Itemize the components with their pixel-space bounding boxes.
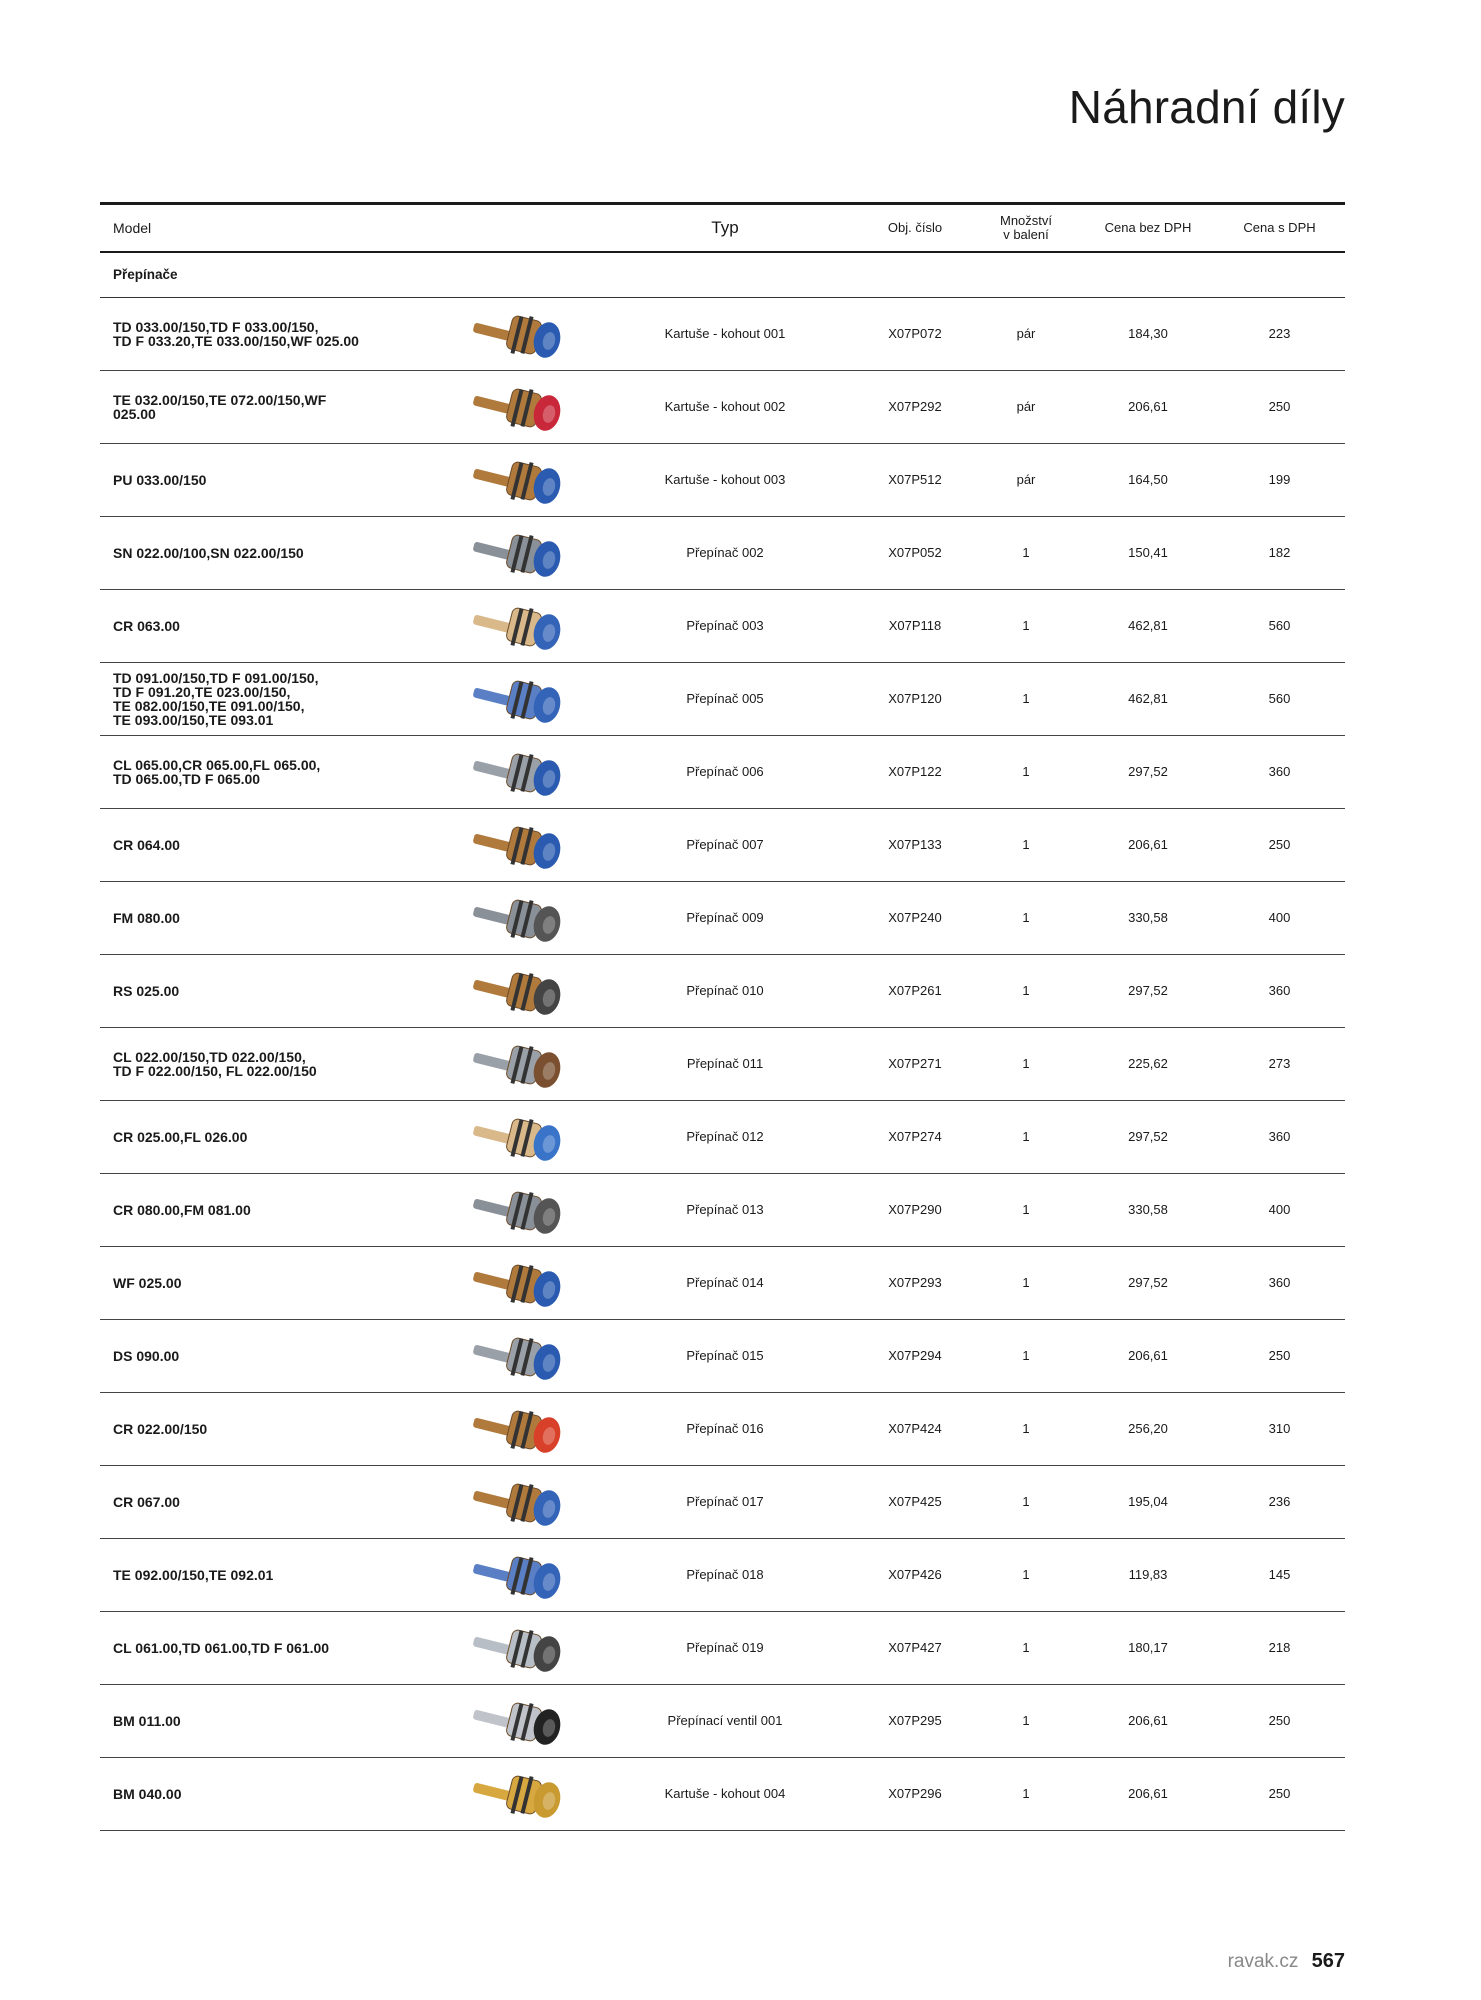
model-line: BM 040.00 [113, 1785, 182, 1802]
header-qty-line1: Množství [999, 212, 1052, 228]
cell-price-ex: 206,61 [1082, 1319, 1214, 1392]
cell-image [450, 516, 590, 589]
page-title: Náhradní díly [1068, 81, 1345, 133]
cell-model [100, 1246, 450, 1319]
table-row [100, 516, 1345, 589]
cartridge-red-icon [465, 377, 575, 437]
model-line: 025.00 [113, 405, 156, 422]
model-line: TD F 022.00/150, FL 022.00/150 [113, 1062, 317, 1079]
cell-type: Přepínač 018 [590, 1538, 860, 1611]
header-model: Model [100, 204, 450, 252]
table-header-row [100, 204, 1345, 252]
header-price-ex: Cena bez DPH [1082, 204, 1214, 252]
diverter-steel-icon [465, 1618, 575, 1678]
table-row [100, 1465, 1345, 1538]
cell-order-no: X07P133 [860, 808, 970, 881]
cell-qty: 1 [970, 1465, 1082, 1538]
cell-price-ex: 206,61 [1082, 370, 1214, 443]
cell-type: Přepínač 006 [590, 735, 860, 808]
cell-price-inc: 218 [1214, 1611, 1345, 1684]
cell-price-ex: 297,52 [1082, 1246, 1214, 1319]
diverter-blue-icon [465, 596, 575, 656]
cell-qty: 1 [970, 1757, 1082, 1830]
cell-qty: pár [970, 443, 1082, 516]
diverter-steel-icon [465, 523, 575, 583]
header-price-inc: Cena s DPH [1214, 204, 1345, 252]
cell-order-no: X07P118 [860, 589, 970, 662]
table-row [100, 589, 1345, 662]
parts-table [100, 202, 1345, 1831]
cell-qty: 1 [970, 1100, 1082, 1173]
cell-price-inc: 250 [1214, 370, 1345, 443]
cell-image [450, 808, 590, 881]
cell-price-inc: 250 [1214, 808, 1345, 881]
cell-order-no: X07P427 [860, 1611, 970, 1684]
cell-price-ex: 462,81 [1082, 662, 1214, 735]
cell-model [100, 1392, 450, 1465]
cell-type: Přepínač 015 [590, 1319, 860, 1392]
cell-image [450, 881, 590, 954]
cartridge-blue-icon [465, 304, 575, 364]
cell-image [450, 297, 590, 370]
model-line: TD F 091.20,TE 023.00/150, [113, 683, 291, 700]
table-row [100, 662, 1345, 735]
cell-qty: 1 [970, 662, 1082, 735]
model-line: TD 065.00,TD F 065.00 [113, 770, 261, 787]
cell-price-inc: 400 [1214, 1173, 1345, 1246]
switch-valve-icon [465, 1691, 575, 1751]
cell-image [450, 370, 590, 443]
cell-price-inc: 360 [1214, 735, 1345, 808]
cell-model [100, 297, 450, 370]
diverter-steel-icon [465, 1326, 575, 1386]
diverter-steel-icon [465, 742, 575, 802]
model-line: CR 067.00 [113, 1493, 180, 1510]
table-row [100, 1392, 1345, 1465]
cell-order-no: X07P261 [860, 954, 970, 1027]
cell-price-inc: 560 [1214, 589, 1345, 662]
cell-image [450, 735, 590, 808]
model-line: TE 092.00/150,TE 092.01 [113, 1566, 274, 1583]
cell-order-no: X07P425 [860, 1465, 970, 1538]
table-row [100, 1246, 1345, 1319]
cell-type: Kartuše - kohout 002 [590, 370, 860, 443]
cell-price-ex: 462,81 [1082, 589, 1214, 662]
cell-price-inc: 250 [1214, 1319, 1345, 1392]
model-line: WF 025.00 [113, 1274, 182, 1291]
cell-type: Kartuše - kohout 004 [590, 1757, 860, 1830]
diverter-blue-icon [465, 1107, 575, 1167]
cell-price-inc: 250 [1214, 1684, 1345, 1757]
cell-price-inc: 182 [1214, 516, 1345, 589]
cell-qty: pár [970, 297, 1082, 370]
page-footer [1228, 1950, 1345, 1973]
cell-order-no: X07P052 [860, 516, 970, 589]
cell-type: Přepínač 003 [590, 589, 860, 662]
cell-price-inc: 360 [1214, 1100, 1345, 1173]
cell-model [100, 1757, 450, 1830]
cell-qty: 1 [970, 1611, 1082, 1684]
table-row [100, 370, 1345, 443]
diverter-blue-icon [465, 1472, 575, 1532]
cell-model [100, 1319, 450, 1392]
cell-price-inc: 400 [1214, 881, 1345, 954]
cell-model [100, 735, 450, 808]
cell-model [100, 1684, 450, 1757]
table-row [100, 881, 1345, 954]
cell-model [100, 1538, 450, 1611]
cell-image [450, 1538, 590, 1611]
cell-price-inc: 273 [1214, 1027, 1345, 1100]
table-row [100, 443, 1345, 516]
cell-order-no: X07P512 [860, 443, 970, 516]
cell-type: Přepínač 005 [590, 662, 860, 735]
cell-model [100, 516, 450, 589]
cell-type: Přepínač 019 [590, 1611, 860, 1684]
cell-model [100, 1465, 450, 1538]
cell-model [100, 808, 450, 881]
cell-qty: 1 [970, 1392, 1082, 1465]
model-line: CR 022.00/150 [113, 1420, 208, 1437]
cell-image [450, 589, 590, 662]
header-order-no: Obj. číslo [860, 204, 970, 252]
cell-qty: 1 [970, 1027, 1082, 1100]
cell-image [450, 954, 590, 1027]
cell-qty: 1 [970, 735, 1082, 808]
cell-image [450, 1684, 590, 1757]
cell-order-no: X07P290 [860, 1173, 970, 1246]
cell-type: Přepínač 012 [590, 1100, 860, 1173]
cell-image [450, 1465, 590, 1538]
cell-price-ex: 195,04 [1082, 1465, 1214, 1538]
header-qty [970, 204, 1082, 252]
model-line: TD F 033.20,TE 033.00/150,WF 025.00 [113, 332, 359, 349]
cell-qty: 1 [970, 1319, 1082, 1392]
diverter-steel-icon [465, 1034, 575, 1094]
cell-price-ex: 330,58 [1082, 1173, 1214, 1246]
cell-price-inc: 310 [1214, 1392, 1345, 1465]
table-row [100, 1757, 1345, 1830]
cell-price-inc: 360 [1214, 1246, 1345, 1319]
category-row [100, 252, 1345, 298]
model-line: CR 063.00 [113, 617, 180, 634]
cell-type: Přepínač 016 [590, 1392, 860, 1465]
table-row [100, 1684, 1345, 1757]
cell-type: Přepínač 011 [590, 1027, 860, 1100]
diverter-blue-icon [465, 669, 575, 729]
cell-order-no: X07P424 [860, 1392, 970, 1465]
header-qty-line2: v balení [1003, 226, 1049, 242]
cell-price-ex: 184,30 [1082, 297, 1214, 370]
cell-price-ex: 150,41 [1082, 516, 1214, 589]
header-type: Typ [590, 204, 860, 252]
cell-price-inc: 360 [1214, 954, 1345, 1027]
table-row [100, 1611, 1345, 1684]
cell-image [450, 1757, 590, 1830]
cell-model [100, 1611, 450, 1684]
cell-order-no: X07P240 [860, 881, 970, 954]
table-row [100, 735, 1345, 808]
valve-parts-icon [465, 888, 575, 948]
cell-type: Přepínač 010 [590, 954, 860, 1027]
cartridge-blue-icon [465, 450, 575, 510]
cell-image [450, 1319, 590, 1392]
cell-qty: 1 [970, 589, 1082, 662]
model-line: TE 082.00/150,TE 091.00/150, [113, 697, 305, 714]
cell-model [100, 370, 450, 443]
table-row [100, 1173, 1345, 1246]
cell-qty: pár [970, 370, 1082, 443]
cell-type: Přepínač 014 [590, 1246, 860, 1319]
table-row [100, 297, 1345, 370]
cell-type: Přepínač 017 [590, 1465, 860, 1538]
cell-type: Přepínač 002 [590, 516, 860, 589]
cell-price-inc: 199 [1214, 443, 1345, 516]
spring-rod-icon [465, 961, 575, 1021]
cell-price-ex: 256,20 [1082, 1392, 1214, 1465]
table-row [100, 954, 1345, 1027]
cell-price-ex: 206,61 [1082, 1684, 1214, 1757]
model-line: TE 093.00/150,TE 093.01 [113, 711, 274, 728]
cell-order-no: X07P295 [860, 1684, 970, 1757]
cell-price-ex: 164,50 [1082, 443, 1214, 516]
table-row [100, 808, 1345, 881]
cell-price-inc: 250 [1214, 1757, 1345, 1830]
cell-order-no: X07P120 [860, 662, 970, 735]
model-line: PU 033.00/150 [113, 471, 207, 488]
cell-qty: 1 [970, 516, 1082, 589]
cell-image [450, 1173, 590, 1246]
cell-qty: 1 [970, 1173, 1082, 1246]
cell-price-ex: 297,52 [1082, 1100, 1214, 1173]
cell-type: Přepínač 007 [590, 808, 860, 881]
table-row [100, 1538, 1345, 1611]
cell-qty: 1 [970, 1538, 1082, 1611]
valve-parts-icon [465, 1180, 575, 1240]
cell-order-no: X07P296 [860, 1757, 970, 1830]
model-line: CL 065.00,CR 065.00,FL 065.00, [113, 756, 321, 773]
cell-qty: 1 [970, 954, 1082, 1027]
cell-order-no: X07P292 [860, 370, 970, 443]
cell-price-ex: 297,52 [1082, 954, 1214, 1027]
diverter-brass-icon [465, 1253, 575, 1313]
model-line: CR 064.00 [113, 836, 180, 853]
model-line: DS 090.00 [113, 1347, 180, 1364]
cell-order-no: X07P072 [860, 297, 970, 370]
cell-model [100, 954, 450, 1027]
cell-order-no: X07P274 [860, 1100, 970, 1173]
cell-type: Přepínač 013 [590, 1173, 860, 1246]
cell-order-no: X07P122 [860, 735, 970, 808]
cell-type: Kartuše - kohout 001 [590, 297, 860, 370]
cell-model [100, 589, 450, 662]
header-image [450, 204, 590, 252]
cartridge-brass-icon [465, 1764, 575, 1824]
cell-order-no: X07P426 [860, 1538, 970, 1611]
cell-image [450, 662, 590, 735]
cell-order-no: X07P271 [860, 1027, 970, 1100]
cell-order-no: X07P293 [860, 1246, 970, 1319]
cell-price-ex: 225,62 [1082, 1027, 1214, 1100]
model-line: TD 091.00/150,TD F 091.00/150, [113, 669, 319, 686]
model-line: BM 011.00 [113, 1712, 181, 1729]
cartridge-red-icon [465, 1399, 575, 1459]
cell-model [100, 443, 450, 516]
cell-price-ex: 330,58 [1082, 881, 1214, 954]
cell-qty: 1 [970, 1684, 1082, 1757]
cell-qty: 1 [970, 1246, 1082, 1319]
diverter-brass-icon [465, 815, 575, 875]
model-line: FM 080.00 [113, 909, 180, 926]
model-line: CR 025.00,FL 026.00 [113, 1128, 248, 1145]
cell-image [450, 1392, 590, 1465]
cell-image [450, 1100, 590, 1173]
cell-model [100, 881, 450, 954]
model-line: CL 061.00,TD 061.00,TD F 061.00 [113, 1639, 330, 1656]
cell-type: Přepínač 009 [590, 881, 860, 954]
cell-price-inc: 145 [1214, 1538, 1345, 1611]
parts-table-container [100, 202, 1345, 1831]
page-number: 567 [1311, 1950, 1345, 1972]
cell-image [450, 443, 590, 516]
table-row [100, 1100, 1345, 1173]
cell-price-ex: 119,83 [1082, 1538, 1214, 1611]
cell-price-ex: 206,61 [1082, 808, 1214, 881]
cell-price-inc: 236 [1214, 1465, 1345, 1538]
cell-price-inc: 223 [1214, 297, 1345, 370]
footer-site: ravak.cz [1227, 1951, 1299, 1972]
cell-type: Přepínací ventil 001 [590, 1684, 860, 1757]
model-line: RS 025.00 [113, 982, 180, 999]
cell-model [100, 1100, 450, 1173]
cell-model [100, 1027, 450, 1100]
cell-image [450, 1611, 590, 1684]
model-line: CL 022.00/150,TD 022.00/150, [113, 1048, 306, 1065]
cell-image [450, 1246, 590, 1319]
model-line: TE 032.00/150,TE 072.00/150,WF [113, 391, 327, 408]
cell-type: Kartuše - kohout 003 [590, 443, 860, 516]
category-label: Přepínače [100, 252, 1345, 298]
cell-price-inc: 560 [1214, 662, 1345, 735]
table-row [100, 1027, 1345, 1100]
cell-price-ex: 206,61 [1082, 1757, 1214, 1830]
cell-qty: 1 [970, 808, 1082, 881]
cell-price-ex: 297,52 [1082, 735, 1214, 808]
cell-image [450, 1027, 590, 1100]
table-row [100, 1319, 1345, 1392]
cell-qty: 1 [970, 881, 1082, 954]
model-line: SN 022.00/100,SN 022.00/150 [113, 544, 304, 561]
cell-price-ex: 180,17 [1082, 1611, 1214, 1684]
model-line: CR 080.00,FM 081.00 [113, 1201, 251, 1218]
diverter-blue-icon [465, 1545, 575, 1605]
cell-order-no: X07P294 [860, 1319, 970, 1392]
model-line: TD 033.00/150,TD F 033.00/150, [113, 318, 319, 335]
cell-model [100, 662, 450, 735]
cell-model [100, 1173, 450, 1246]
